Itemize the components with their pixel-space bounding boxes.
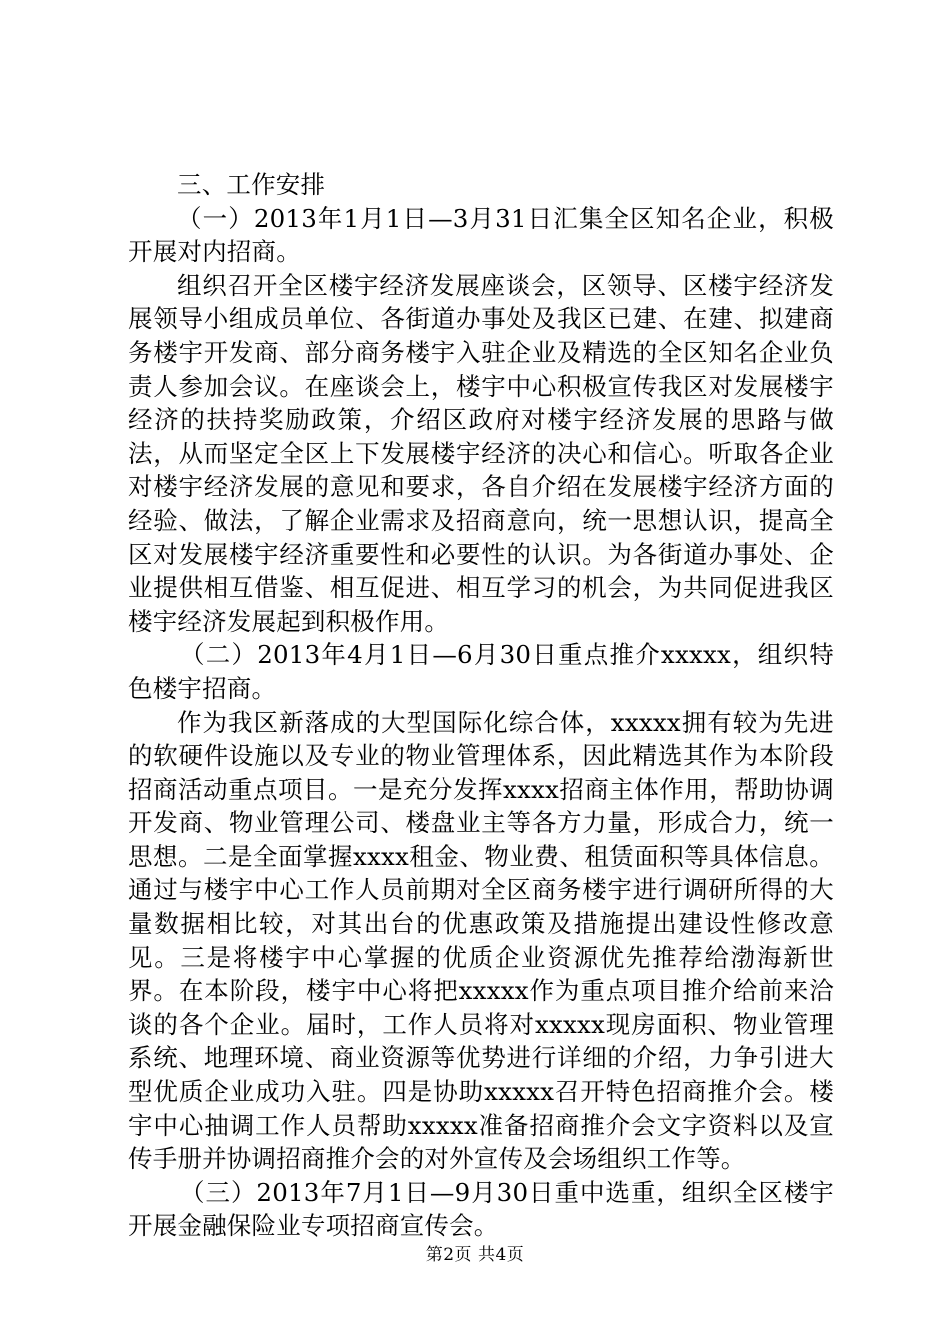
paragraph-2: 组织召开全区楼宇经济发展座谈会，区领导、区楼宇经济发展领导小组成员单位、各街道办事处及我区已建、在建、拟建商务楼宇开发商、部分商务楼宇入驻企业及精选的全区知名企业负责人参加会议。在座谈会上，楼宇中心积极宣传我区对发展楼宇经济的扶持奖励政策，介绍区政府对楼宇经济发展的思路与做法，从而坚定全区上下发展楼宇经济的决心和信心。听取各企业对楼宇经济发展的意见和要求，各自介绍在发展楼宇经济方面的经验、做法，了解企业需求及招商意向，统一思想认识，提高全区对发展楼宇经济重要性和必要性的认识。为各街道办事处、企业提供相互借鉴、相互促进、相互学习的机会，为共同促进我区楼宇经济发展起到积极作用。 xyxy=(128,270,834,636)
paragraph-4: 作为我区新落成的大型国际化综合体，xxxxx拥有较为先进的软硬件设施以及专业的物业管理体系，因此精选其作为本阶段招商活动重点项目。一是充分发挥xxxx招商主体作用，帮助协调开发商、物业管理公司、楼盘业主等各方力量，形成合力，统一思想。二是全面掌握xxxx租金、物业费、租赁面积等具体信息。通过与楼宇中心工作人员前期对全区商务楼宇进行调研所得的大量数据相比较，对其出台的优惠政策及措施提出建设性修改意见。三是将楼宇中心掌握的优质企业资源优先推荐给渤海新世界。在本阶段，楼宇中心将把xxxxx作为重点项目推介给前来洽谈的各个企业。届时，工作人员将对xxxxx现房面积、物业管理系统、地理环境、商业资源等优势进行详细的介绍，力争引进大型优质企业成功入驻。四是协助xxxxx召开特色招商推介会。楼宇中心抽调工作人员帮助xxxxx准备招商推介会文字资料以及宣传手册并协调招商推介会的对外宣传及会场组织工作等。 xyxy=(128,707,834,1174)
section-heading: 三、工作安排 xyxy=(177,170,326,199)
paragraph-3: （二）2013年4月1日—6月30日重点推介xxxxx，组织特色楼宇招商。 xyxy=(128,640,834,703)
page-footer xyxy=(0,1244,950,1266)
paragraph-5: （三）2013年7月1日—9月30日重中选重，组织全区楼宇开展金融保险业专项招商宣传会。 xyxy=(128,1177,834,1241)
paragraph-1: （一）2013年1月1日—3月31日汇集全区知名企业，积极开展对内招商。 xyxy=(128,203,834,267)
document-body xyxy=(128,168,834,1243)
page-number: 第2页 共4页 xyxy=(425,1245,525,1265)
